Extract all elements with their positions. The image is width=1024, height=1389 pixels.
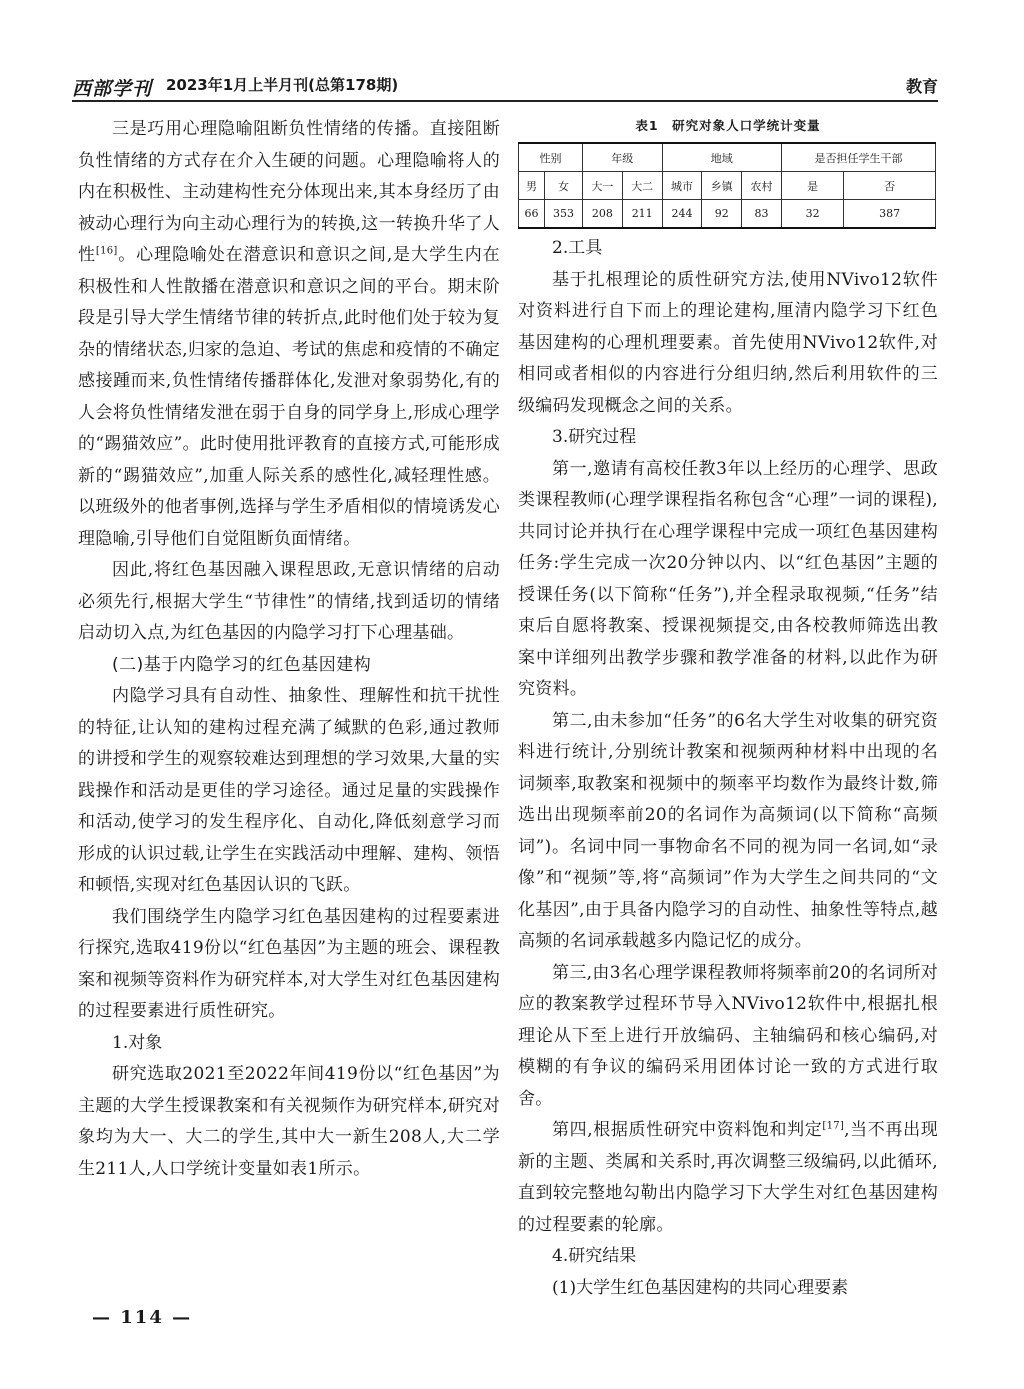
running-header <box>72 74 938 102</box>
citation: [16] <box>95 245 118 257</box>
paragraph: 我们围绕学生内隐学习红色基因建构的过程要素进行探究,选取419份以“红色基因”为主题的班会、课程教案和视频等资料作为研究样本,对大学生对红色基因建构的过程要素进行质性研究。 <box>78 906 500 1021</box>
table-group-header: 性别 <box>519 143 583 172</box>
table-cell: 211 <box>622 200 662 229</box>
table-cell: 244 <box>662 200 702 229</box>
table-group-header: 地域 <box>662 143 781 172</box>
table-col-header: 否 <box>844 172 936 200</box>
paragraph: 因此,将红色基因融入课程思政,无意识情绪的启动必须先行,根据大学生“节律性”的情绪,找到适切的情绪启动切入点,为红色基因的内隐学习打下心理基础。 <box>78 560 500 643</box>
paragraph: 三是巧用心理隐喻阻断负性情绪的传播。直接阻断负性情绪的方式存在介入生硬的问题。心理隐喻将人的内在积极性、主动建构性充分体现出来,其本身经历了由被动心理行为向主动心理行为的转换,这一转换升华了人性[16]。心理隐喻处在潜意识和意识之间,是大学生内在积极性和人性散播在潜意识和意识之间的平台。期末阶段是引导大学生情绪节律的转折点,此时他们处于较为复杂的情绪状态,归家的急迫、考试的焦虑和疫情的不确定感接踵而来,负性情绪传播群体化,发泄对象弱势化,有的人会将负性情绪发泄在弱于自身的同学身上,形成心理学的“踢猫效应”。此时使用批评教育的直接方式,可能形成新的“踢猫效应”,加重人际关系的感性化,减轻理性感。以班级外的他者事例,选择与学生矛盾相似的情境诱发心理隐喻,引导他们自觉阻断负面情绪。 <box>78 119 500 549</box>
table-col-header: 乡镇 <box>702 172 742 200</box>
table-col-header: 农村 <box>742 172 782 200</box>
table-cell: 92 <box>702 200 742 229</box>
subsection-heading: (1)大学生红色基因建构的共同心理要素 <box>552 1277 849 1298</box>
table-cell: 83 <box>742 200 782 229</box>
left-column <box>78 114 500 1185</box>
page-number: — 114 — <box>92 1307 193 1328</box>
table-cell: 353 <box>544 200 582 229</box>
section-name: 教育 <box>905 77 938 96</box>
table-cell: 66 <box>519 200 545 229</box>
table-col-header: 男 <box>519 172 545 200</box>
paragraph: 第四,根据质性研究中资料饱和判定[17],当不再出现新的主题、类属和关系时,再次调整三级编码,以此循环,直到较完整地勾勒出内隐学习下大学生对红色基因建构的过程要素的轮廓。 <box>518 1120 938 1235</box>
subsection-heading: 3.研究过程 <box>552 427 637 447</box>
subsection-heading: 1.对象 <box>112 1032 163 1053</box>
paragraph: 研究选取2021至2022年间419份以“红色基因”为主题的大学生授课教案和有关视频作为研究样本,研究对象均为大一、大二的学生,其中大一新生208人,大二学生211人,人口学统计变量如表1所示。 <box>78 1064 500 1179</box>
citation: [17] <box>822 1120 845 1132</box>
table-cell: 208 <box>583 200 623 229</box>
table-caption: 表1 研究对象人口学统计变量 <box>635 118 821 133</box>
table-group-header: 年级 <box>583 143 663 172</box>
paragraph: 内隐学习具有自动性、抽象性、理解性和抗干扰性的特征,让认知的建构过程充满了缄默的色彩,通过教师的讲授和学生的观察较难达到理想的学习效果,大量的实践操作和活动是更佳的学习途径。通过足量的实践操作和活动,使学习的发生程序化、自动化,降低刻意学习而形成的认识过载,让学生在实践活动中理解、建构、领悟和顿悟,实现对红色基因认识的飞跃。 <box>78 686 500 895</box>
table-col-header: 城市 <box>662 172 702 200</box>
issue-info: 2023年1月上半月刊(总第178期) <box>166 76 399 94</box>
right-column <box>518 114 938 1304</box>
paragraph: 第一,邀请有高校任教3年以上经历的心理学、思政类课程教师(心理学课程指名称包含“心理”一词的课程),共同讨论并执行在心理学课程中完成一项红色基因建构任务:学生完成一次20分钟以内、以“红色基因”主题的授课任务(以下简称“任务”),并全程录取视频,“任务”结束后自愿将教案、授课视频提交,由各校教师筛选出教案中详细列出教学步骤和教学准备的材料,以此作为研究资料。 <box>518 458 938 699</box>
demographics-table <box>518 142 936 229</box>
subsection-heading: 2.工具 <box>552 238 603 258</box>
table-cell: 387 <box>844 200 936 229</box>
table-col-header: 是 <box>781 172 843 200</box>
table-col-header: 大一 <box>583 172 623 200</box>
table-col-header: 大二 <box>622 172 662 200</box>
journal-name: 西部学刊 <box>72 78 153 100</box>
table-group-header: 是否担任学生干部 <box>781 143 935 172</box>
table-cell: 32 <box>781 200 843 229</box>
subsection-heading: 4.研究结果 <box>552 1246 637 1266</box>
paragraph: 基于扎根理论的质性研究方法,使用NVivo12软件对资料进行自下而上的理论建构,厘清内隐学习下红色基因建构的心理机理要素。首先使用NVivo12软件,对相同或者相似的内容进行分组归纳,然后利用软件的三级编码发现概念之间的关系。 <box>518 269 938 416</box>
paragraph: 第二,由未参加“任务”的6名大学生对收集的研究资料进行统计,分别统计教案和视频两种材料中出现的名词频率,取教案和视频中的频率平均数作为最终计数,筛选出出现频率前20的名词作为高频词(以下简称“高频词”)。名词中同一事物命名不同的视为同一名词,如“录像”和“视频”等,将“高频词”作为大学生之间共同的“文化基因”,由于具备内隐学习的自动性、抽象性等特点,越高频的名词承载越多内隐记忆的成分。 <box>518 710 938 951</box>
table-col-header: 女 <box>544 172 582 200</box>
paragraph: 第三,由3名心理学课程教师将频率前20的名词所对应的教案教学过程环节导入NVivo12软件中,根据扎根理论从下至上进行开放编码、主轴编码和核心编码,对模糊的有争议的编码采用团体讨论一致的方式进行取舍。 <box>518 962 938 1109</box>
section-heading: (二)基于内隐学习的红色基因建构 <box>112 654 372 675</box>
